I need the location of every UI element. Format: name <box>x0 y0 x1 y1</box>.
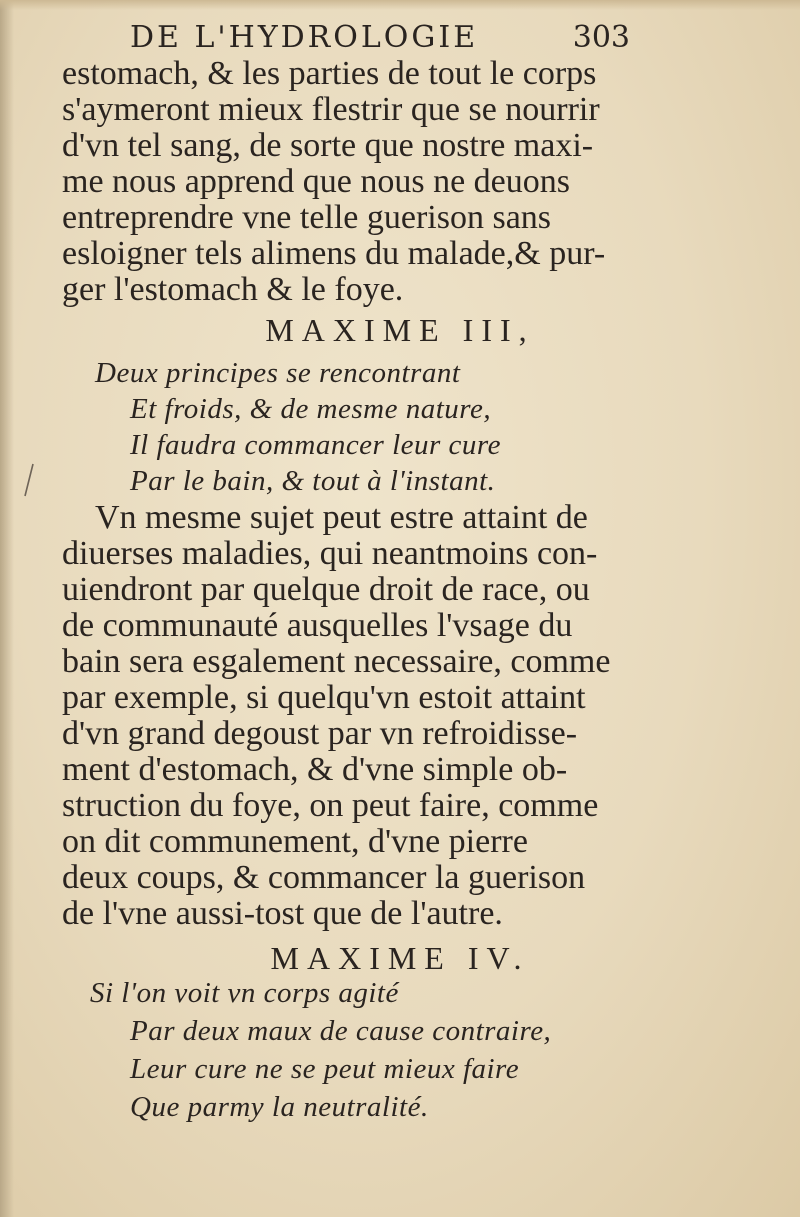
verse-line: Que parmy la neutralité. <box>130 1091 429 1123</box>
pencil-mark-icon <box>22 462 36 498</box>
running-head-title: DE L'HYDROLOGIE <box>130 20 479 55</box>
text-line: deux coups, & commancer la guerison <box>62 859 586 896</box>
text-line: esloigner tels alimens du malade,& pur- <box>62 235 606 272</box>
verse-line: Leur cure ne se peut mieux faire <box>130 1053 520 1085</box>
verse-line: Si l'on voit vn corps agité <box>90 977 399 1009</box>
verse-line: Par deux maux de cause contraire, <box>130 1015 552 1047</box>
verse-line: Par le bain, & tout à l'instant. <box>130 465 496 497</box>
text-line: uiendront par quelque droit de race, ou <box>62 571 590 608</box>
text-line: estomach, & les parties de tout le corps <box>62 55 597 92</box>
page-top-shadow <box>0 0 800 10</box>
maxim-heading: MAXIME III, <box>265 312 535 348</box>
text-line: bain sera esgalement necessaire, comme <box>62 643 611 680</box>
verse-line: Il faudra commancer leur cure <box>130 429 502 461</box>
text-line: me nous apprend que nous ne deuons <box>62 163 571 200</box>
text-line: on dit communement, d'vne pierre <box>62 823 528 860</box>
text-line: Vn mesme sujet peut estre attaint de <box>95 499 588 536</box>
text-line: ger l'estomach & le foye. <box>62 271 404 308</box>
text-line: d'vn grand degoust par vn refroidisse- <box>62 715 578 752</box>
text-line: struction du foye, on peut faire, comme <box>62 787 599 824</box>
text-line: de communauté ausquelles l'vsage du <box>62 607 573 644</box>
verse-line: Deux principes se rencontrant <box>95 357 461 389</box>
page-edge-shadow <box>0 0 14 1217</box>
text-line: s'aymeront mieux flestrir que se nourrir <box>62 91 600 128</box>
maxim-heading: MAXIME IV. <box>270 940 530 976</box>
text-line: entreprendre vne telle guerison sans <box>62 199 552 236</box>
page-number: 303 <box>572 20 630 55</box>
text-line: diuerses maladies, qui neantmoins con- <box>62 535 598 572</box>
running-head <box>130 18 630 58</box>
text-line: ment d'estomach, & d'vne simple ob- <box>62 751 568 788</box>
text-line: de l'vne aussi-tost que de l'autre. <box>62 895 503 932</box>
text-line: par exemple, si quelqu'vn estoit attaint <box>62 679 586 716</box>
text-line: d'vn tel sang, de sorte que nostre maxi- <box>62 127 594 164</box>
verse-line: Et froids, & de mesme nature, <box>130 393 492 425</box>
